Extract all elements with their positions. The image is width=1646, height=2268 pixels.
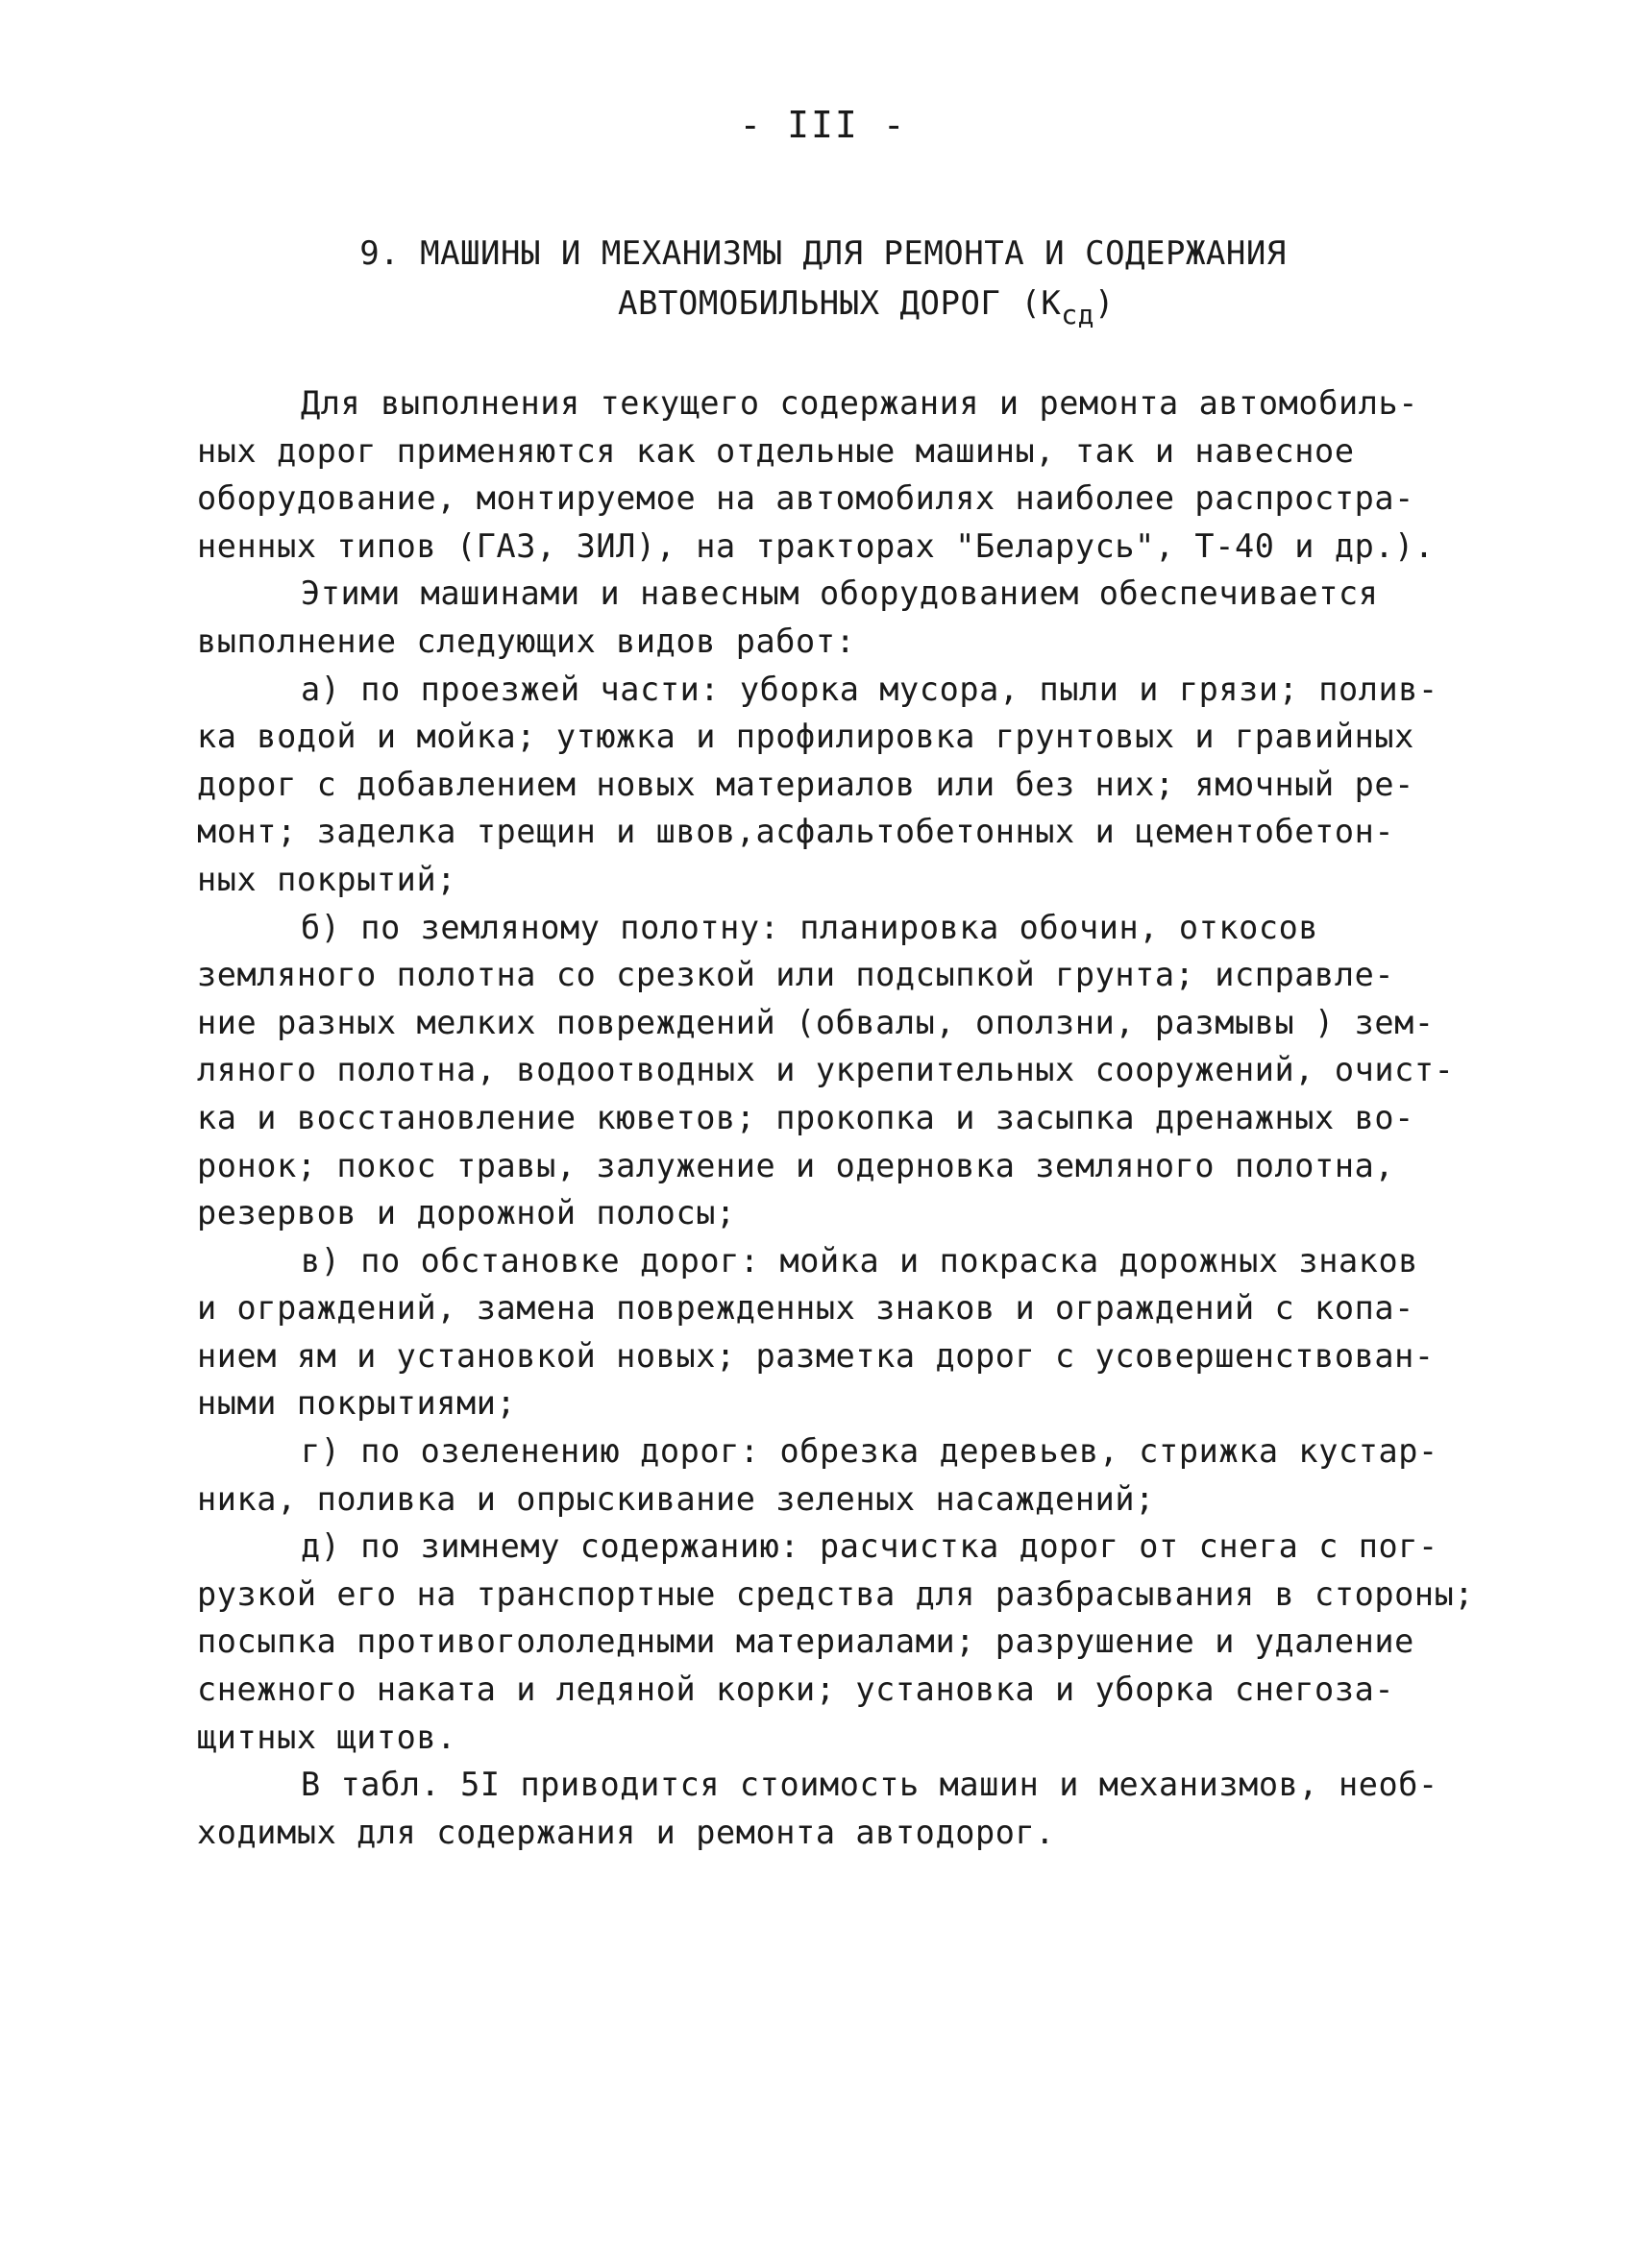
text-line: дорог с добавлением новых материалов или без них; ямочный ре- (197, 765, 1414, 803)
text-line: ных дорог применяются как отдельные машины, так и навесное (197, 431, 1355, 470)
text-line: рузкой его на транспортные средства для разбрасывания в стороны; (197, 1574, 1475, 1613)
text-line: ние разных мелких повреждений (обвалы, оползни, размывы ) зем- (197, 1003, 1435, 1041)
text-line: нием ям и установкой новых; разметка дорог с усовершенствован- (197, 1336, 1435, 1375)
heading-line-2-text: АВТОМОБИЛЬНЫХ ДОРОГ (К (617, 284, 1062, 323)
text-line: ненных типов (ГАЗ, ЗИЛ), на тракторах "Беларусь", Т-40 и др.). (197, 526, 1435, 565)
section-heading (0, 229, 1646, 340)
text-line: ных покрытий; (197, 860, 456, 898)
text-line: ка водой и мойка; утюжка и профилировка грунтовых и гравийных (197, 718, 1414, 756)
text-line: и ограждений, замена поврежденных знаков и ограждений с копа- (197, 1289, 1414, 1328)
text-line: В табл. 5I приводится стоимость машин и механизмов, необ- (301, 1766, 1438, 1804)
text-line: щитных щитов. (197, 1718, 456, 1756)
text-line: а) по проезжей части: уборка мусора, пыли и грязи; полив- (301, 670, 1438, 708)
text-line: земляного полотна со срезкой или подсыпкой грунта; исправле- (197, 956, 1395, 994)
text-line: б) по земляному полотну: планировка обочин, откосов (301, 908, 1319, 946)
text-line: выполнение следующих видов работ: (197, 622, 856, 660)
text-line: ходимых для содержания и ремонта автодорог. (197, 1813, 1056, 1851)
heading-line-1: 9. МАШИНЫ И МЕХАНИЗМЫ ДЛЯ РЕМОНТА И СОДЕРЖАНИЯ (359, 234, 1287, 273)
text-line: ронок; покос травы, залужение и одерновка земляного полотна, (197, 1146, 1395, 1184)
text-line: ника, поливка и опрыскивание зеленых насаждений; (197, 1479, 1155, 1518)
text-line: ляного полотна, водоотводных и укрепительных сооружений, очист- (197, 1051, 1455, 1089)
text-line: снежного наката и ледяной корки; установка и уборка снегоза- (197, 1671, 1395, 1709)
text-line: посыпка противогололедными материалами; разрушение и удаление (197, 1622, 1414, 1661)
text-line: г) по озеленению дорог: обрезка деревьев, стрижка кустар- (301, 1432, 1438, 1471)
heading-subscript: сд (1061, 299, 1095, 330)
page-number: - III - (739, 104, 907, 146)
heading-line-2 (0, 279, 1646, 340)
body-text (197, 379, 1485, 1856)
text-line: оборудование, монтируемое на автомобилях наиболее распростра- (197, 479, 1414, 518)
text-line: в) по обстановке дорог: мойка и покраска дорожных знаков (301, 1241, 1419, 1280)
text-line: Для выполнения текущего содержания и ремонта автомобиль- (301, 384, 1419, 422)
text-line: монт; заделка трещин и швов,асфальтобетонных и цементобетон- (197, 813, 1395, 851)
text-line: Этими машинами и навесным оборудованием обеспечивается (301, 574, 1379, 613)
text-line: резервов и дорожной полосы; (197, 1194, 736, 1232)
text-line: ка и восстановление кюветов; прокопка и засыпка дренажных во- (197, 1098, 1414, 1136)
text-line: д) по зимнему содержанию: расчистка дорог от снега с пог- (301, 1527, 1438, 1566)
text-line: ными покрытиями; (197, 1384, 517, 1423)
heading-line-2-close: ) (1094, 284, 1116, 323)
